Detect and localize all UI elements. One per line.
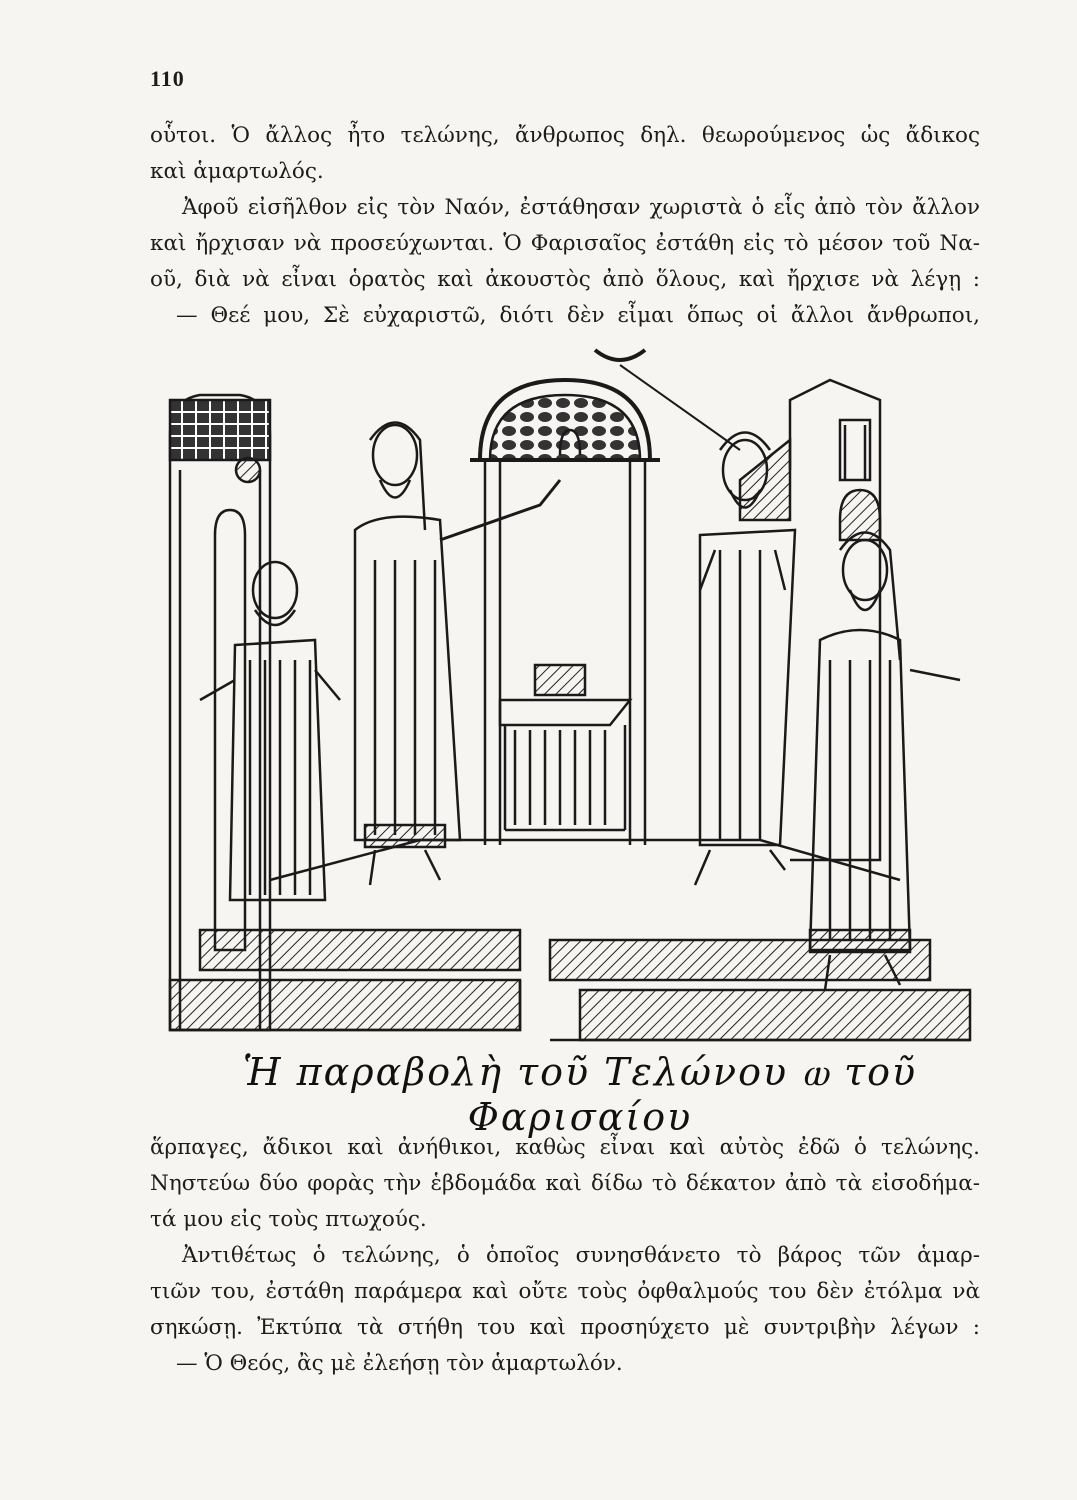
text-line: — Ὁ Θεός, ἂς μὲ ἐλεήσῃ τὸν ἁμαρτωλόν. (176, 1351, 623, 1376)
bottom-paragraphs (150, 1130, 980, 1382)
illustration-caption: Ἡ παραβολὴ τοῦ Τελώνου ⲱ τοῦ Φαρισαίου (242, 1050, 918, 1139)
text-line: — Θεέ μου, Σὲ εὐχαριστῶ, διότι δὲν εἶμαι ὅπως οἱ ἄλλοι ἄνθρωποι, (176, 303, 980, 328)
text-line: ἅρπαγες, ἄδικοι καὶ ἀνήθικοι, καθὼς εἶναι καὶ αὐτὸς ἐδῶ ὁ τελώνης. (150, 1135, 980, 1160)
text-line: οῦ, διὰ νὰ εἶναι ὁρατὸς καὶ ἀκουστὸς ἀπὸ ὅλους, καὶ ἤρχισε νὰ λέγῃ : (150, 267, 980, 292)
text-line: Ἀντιθέτως ὁ τελώνης, ὁ ὁποῖος συνησθάνετο τὸ βάρος τῶν ἁμαρ- (182, 1243, 980, 1268)
text-line: σηκώσῃ. Ἐκτύπα τὰ στήθη του καὶ προσηύχετο μὲ συντριβὴν λέγων : (150, 1315, 980, 1340)
text-line: τιῶν του, ἐστάθη παράμερα καὶ οὔτε τοὺς ὀφθαλμούς του δὲν ἐτόλμα νὰ (150, 1279, 980, 1304)
text-line: Νηστεύω δύο φορὰς τὴν ἑβδομάδα καὶ δίδω τὸ δέκατον ἀπὸ τὰ εἰσοδήμα- (150, 1171, 980, 1196)
illustration-drawing (140, 340, 1000, 1120)
page-number: 110 (150, 66, 185, 91)
illustration-pharisee-publican (140, 340, 1000, 1120)
text-line: Ἀφοῦ εἰσῆλθον εἰς τὸν Ναόν, ἐστάθησαν χωριστὰ ὁ εἷς ἀπὸ τὸν ἄλλον (182, 195, 980, 220)
text-line: οὗτοι. Ὁ ἄλλος ἦτο τελώνης, ἄνθρωπος δηλ. θεωρούμενος ὡς ἄδικος (150, 123, 980, 148)
top-paragraphs (150, 118, 980, 334)
text-line: καὶ ἤρχισαν νὰ προσεύχωνται. Ὁ Φαρισαῖος ἐστάθη εἰς τὸ μέσον τοῦ Να- (150, 231, 980, 256)
text-line: τά μου εἰς τοὺς πτωχούς. (150, 1207, 427, 1232)
text-line: καὶ ἁμαρτωλός. (150, 159, 324, 184)
